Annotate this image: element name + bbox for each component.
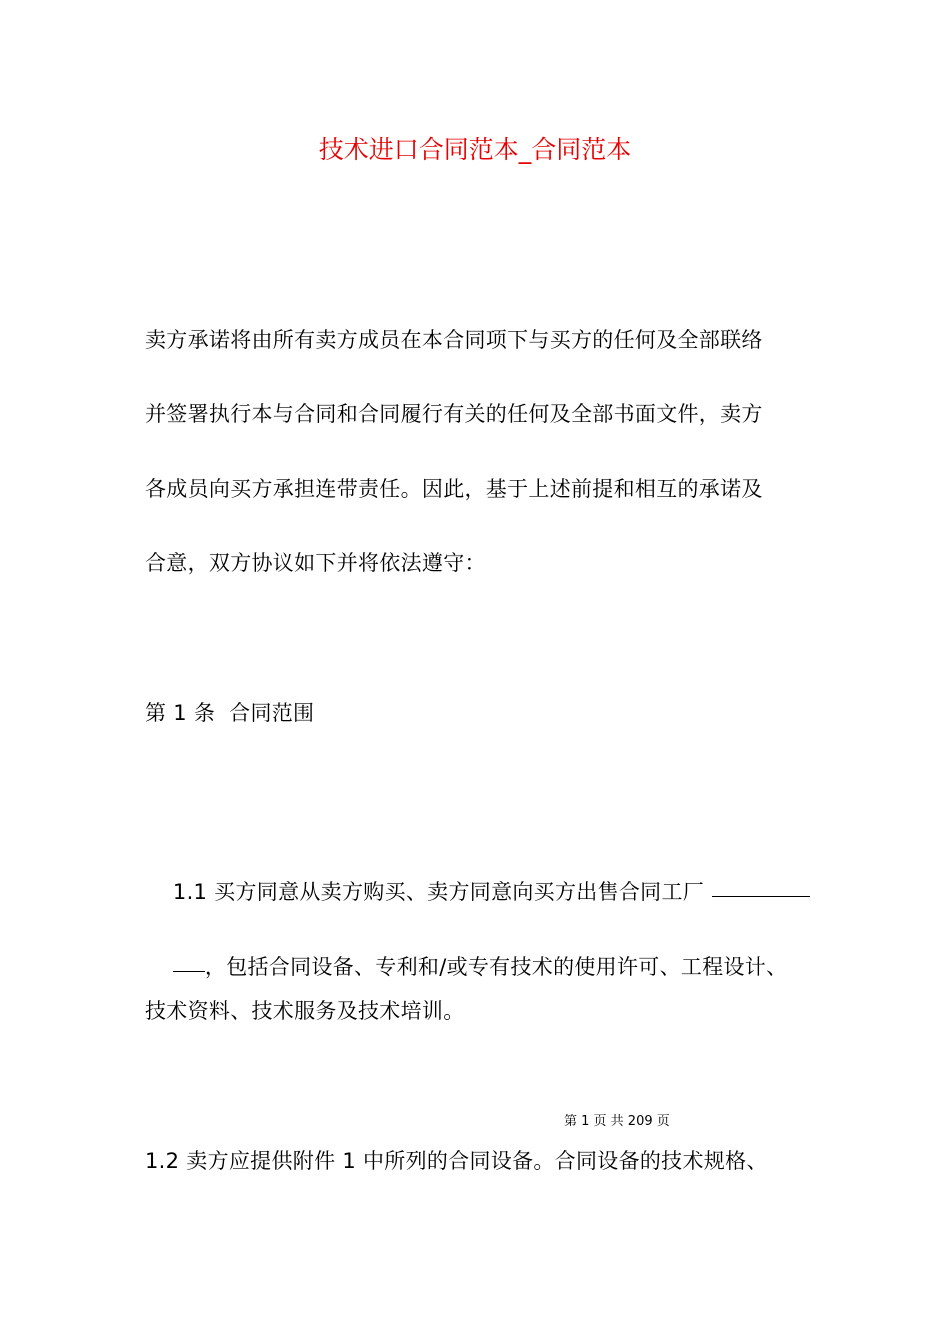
- clause-1-1-line3: 技术资料、技术服务及技术培训。: [145, 999, 465, 1023]
- clause-1-2-line1: 1.2 卖方应提供附件 1 中所列的合同设备。合同设备的技术规格、: [145, 1149, 768, 1173]
- fill-in-blank: [173, 970, 205, 972]
- document-title: 技术进口合同范本_合同范本: [318, 135, 632, 164]
- clause-text: 1.1 买方同意从卖方购买、卖方同意向买方出售合同工厂: [172, 880, 705, 904]
- section-heading: 第 1 条 合同范围: [145, 701, 315, 725]
- paragraph-line: 卖方承诺将由所有卖方成员在本合同项下与买方的任何及全部联络: [145, 328, 763, 352]
- page-number: 第 1 页 共 209 页: [564, 1114, 670, 1129]
- paragraph-line: 并签署执行本与合同和合同履行有关的任何及全部书面文件，卖方: [145, 402, 763, 426]
- paragraph-line: 合意，双方协议如下并将依法遵守：: [145, 551, 486, 575]
- fill-in-blank: [712, 895, 810, 897]
- paragraph-line: 各成员向买方承担连带责任。因此，基于上述前提和相互的承诺及: [145, 477, 763, 501]
- clause-text: ，包括合同设备、专利和/或专有技术的使用许可、工程设计、: [204, 955, 788, 979]
